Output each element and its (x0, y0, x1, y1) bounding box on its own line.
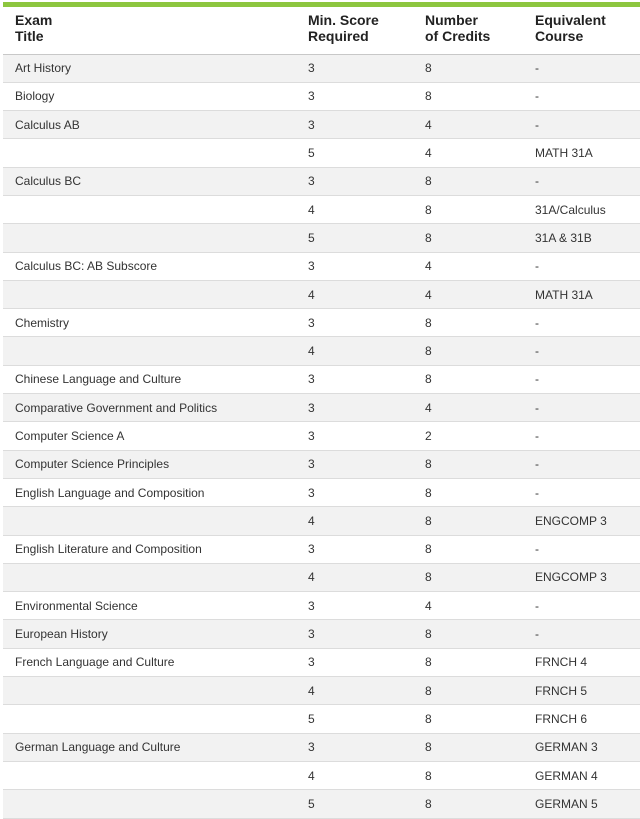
table-row (3, 790, 640, 818)
table-row (3, 139, 640, 167)
cell-exam-title: English Language and Composition (3, 478, 296, 506)
cell-credits: 8 (413, 82, 523, 110)
table-row (3, 620, 640, 648)
cell-credits: 8 (413, 790, 523, 818)
cell-credits: 8 (413, 705, 523, 733)
cell-exam-title: Computer Science Principles (3, 450, 296, 478)
cell-min-score: 3 (296, 478, 413, 506)
cell-credits: 8 (413, 365, 523, 393)
cell-min-score: 3 (296, 82, 413, 110)
cell-min-score: 3 (296, 111, 413, 139)
table-row (3, 111, 640, 139)
table-row (3, 365, 640, 393)
cell-credits: 8 (413, 224, 523, 252)
cell-exam-title: Environmental Science (3, 592, 296, 620)
table-row (3, 252, 640, 280)
table-row (3, 761, 640, 789)
cell-credits: 8 (413, 677, 523, 705)
cell-credits: 2 (413, 422, 523, 450)
cell-min-score: 4 (296, 563, 413, 591)
cell-min-score: 4 (296, 195, 413, 223)
cell-exam-title (3, 280, 296, 308)
cell-equivalent-course: - (523, 111, 640, 139)
cell-equivalent-course: - (523, 337, 640, 365)
cell-credits: 4 (413, 252, 523, 280)
cell-credits: 8 (413, 733, 523, 761)
table-row (3, 422, 640, 450)
ap-credit-table (3, 7, 640, 819)
cell-exam-title (3, 705, 296, 733)
header-row (3, 7, 640, 54)
table-body (3, 54, 640, 818)
cell-credits: 8 (413, 54, 523, 82)
cell-equivalent-course: ENGCOMP 3 (523, 563, 640, 591)
cell-credits: 8 (413, 195, 523, 223)
cell-exam-title: Chemistry (3, 309, 296, 337)
table-row (3, 195, 640, 223)
cell-min-score: 5 (296, 790, 413, 818)
cell-min-score: 3 (296, 365, 413, 393)
cell-equivalent-course: - (523, 82, 640, 110)
cell-equivalent-course: - (523, 620, 640, 648)
cell-equivalent-course: - (523, 54, 640, 82)
cell-exam-title (3, 337, 296, 365)
cell-min-score: 4 (296, 761, 413, 789)
cell-equivalent-course: MATH 31A (523, 139, 640, 167)
cell-credits: 8 (413, 478, 523, 506)
cell-equivalent-course: - (523, 535, 640, 563)
cell-min-score: 3 (296, 309, 413, 337)
header-min-score-line1: Min. Score (308, 12, 379, 28)
cell-credits: 8 (413, 563, 523, 591)
cell-credits: 8 (413, 507, 523, 535)
cell-exam-title (3, 790, 296, 818)
cell-credits: 4 (413, 111, 523, 139)
cell-credits: 4 (413, 280, 523, 308)
cell-equivalent-course: FRNCH 5 (523, 677, 640, 705)
cell-credits: 8 (413, 167, 523, 195)
cell-min-score: 3 (296, 252, 413, 280)
cell-equivalent-course: GERMAN 4 (523, 761, 640, 789)
header-equivalent-course-line1: Equivalent (535, 12, 606, 28)
cell-exam-title (3, 195, 296, 223)
cell-credits: 8 (413, 309, 523, 337)
cell-min-score: 4 (296, 677, 413, 705)
table-row (3, 280, 640, 308)
cell-exam-title: Computer Science A (3, 422, 296, 450)
cell-credits: 8 (413, 337, 523, 365)
cell-min-score: 4 (296, 337, 413, 365)
cell-exam-title: Chinese Language and Culture (3, 365, 296, 393)
header-exam-title (3, 7, 296, 54)
cell-equivalent-course: - (523, 394, 640, 422)
header-exam-title-line2: Title (15, 28, 44, 44)
cell-credits: 8 (413, 535, 523, 563)
cell-exam-title: Calculus BC (3, 167, 296, 195)
header-credits (413, 7, 523, 54)
table-row (3, 82, 640, 110)
table-row (3, 677, 640, 705)
header-equivalent-course (523, 7, 640, 54)
cell-credits: 8 (413, 450, 523, 478)
cell-equivalent-course: ENGCOMP 3 (523, 507, 640, 535)
cell-exam-title: Comparative Government and Politics (3, 394, 296, 422)
table-row (3, 167, 640, 195)
cell-exam-title (3, 139, 296, 167)
cell-equivalent-course: - (523, 422, 640, 450)
cell-credits: 8 (413, 620, 523, 648)
table-row (3, 450, 640, 478)
cell-min-score: 3 (296, 54, 413, 82)
cell-credits: 8 (413, 761, 523, 789)
table-row (3, 394, 640, 422)
cell-min-score: 3 (296, 648, 413, 676)
table-row (3, 535, 640, 563)
cell-equivalent-course: GERMAN 3 (523, 733, 640, 761)
table-row (3, 224, 640, 252)
cell-equivalent-course: 31A/Calculus (523, 195, 640, 223)
cell-equivalent-course: - (523, 450, 640, 478)
cell-min-score: 3 (296, 592, 413, 620)
cell-exam-title (3, 677, 296, 705)
cell-equivalent-course: - (523, 365, 640, 393)
cell-min-score: 3 (296, 450, 413, 478)
header-equivalent-course-line2: Course (535, 28, 584, 44)
cell-min-score: 3 (296, 394, 413, 422)
table-row (3, 507, 640, 535)
cell-exam-title: Calculus BC: AB Subscore (3, 252, 296, 280)
table-row (3, 563, 640, 591)
cell-min-score: 3 (296, 620, 413, 648)
cell-equivalent-course: - (523, 592, 640, 620)
cell-equivalent-course: MATH 31A (523, 280, 640, 308)
cell-exam-title: Calculus AB (3, 111, 296, 139)
cell-credits: 4 (413, 394, 523, 422)
header-credits-line2: of Credits (425, 28, 491, 44)
table-row (3, 337, 640, 365)
cell-min-score: 3 (296, 422, 413, 450)
table-row (3, 733, 640, 761)
cell-min-score: 5 (296, 224, 413, 252)
cell-min-score: 5 (296, 139, 413, 167)
cell-min-score: 5 (296, 705, 413, 733)
cell-equivalent-course: - (523, 252, 640, 280)
cell-min-score: 3 (296, 733, 413, 761)
cell-credits: 8 (413, 648, 523, 676)
cell-exam-title (3, 224, 296, 252)
cell-exam-title: Biology (3, 82, 296, 110)
header-exam-title-line1: Exam (15, 12, 53, 28)
header-credits-line1: Number (425, 12, 478, 28)
table-row (3, 592, 640, 620)
table-row (3, 648, 640, 676)
cell-equivalent-course: - (523, 309, 640, 337)
cell-exam-title: French Language and Culture (3, 648, 296, 676)
table-row (3, 54, 640, 82)
cell-exam-title (3, 507, 296, 535)
cell-exam-title: English Literature and Composition (3, 535, 296, 563)
cell-equivalent-course: FRNCH 4 (523, 648, 640, 676)
cell-min-score: 3 (296, 167, 413, 195)
header-min-score-line2: Required (308, 28, 369, 44)
cell-min-score: 4 (296, 280, 413, 308)
cell-credits: 4 (413, 592, 523, 620)
cell-equivalent-course: FRNCH 6 (523, 705, 640, 733)
header-min-score (296, 7, 413, 54)
cell-min-score: 3 (296, 535, 413, 563)
cell-exam-title (3, 761, 296, 789)
cell-exam-title: Art History (3, 54, 296, 82)
table-row (3, 309, 640, 337)
cell-equivalent-course: 31A & 31B (523, 224, 640, 252)
cell-exam-title: German Language and Culture (3, 733, 296, 761)
cell-exam-title: European History (3, 620, 296, 648)
cell-equivalent-course: - (523, 167, 640, 195)
cell-credits: 4 (413, 139, 523, 167)
table-row (3, 478, 640, 506)
cell-equivalent-course: GERMAN 5 (523, 790, 640, 818)
cell-exam-title (3, 563, 296, 591)
cell-equivalent-course: - (523, 478, 640, 506)
table-row (3, 705, 640, 733)
cell-min-score: 4 (296, 507, 413, 535)
